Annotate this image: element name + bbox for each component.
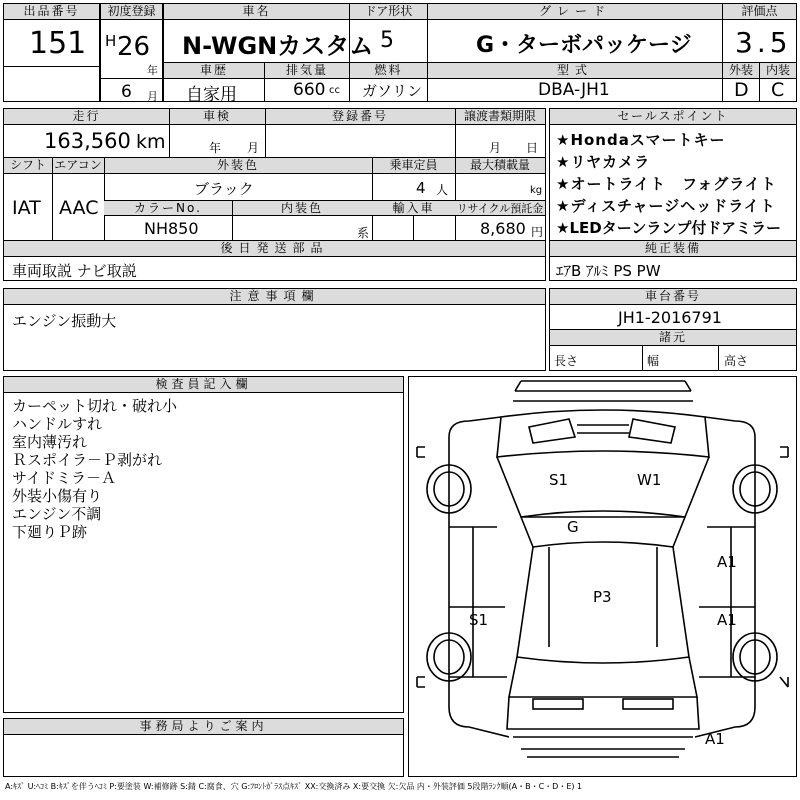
inspector-note: 室内薄汚れ — [12, 433, 88, 451]
fuel: ガソリン — [362, 82, 423, 100]
equipment: ｴｱB ｱﾙﾐ PS PW — [556, 262, 661, 280]
displacement: 660 — [293, 80, 326, 100]
shift: IAT — [12, 197, 41, 219]
chassis-label: 車台番号 — [550, 289, 796, 305]
model-box — [427, 62, 723, 102]
office-label: 事務局よりご案内 — [4, 719, 403, 735]
int-color-label: 内装色 — [232, 201, 372, 216]
chassis-number: JH1-2016791 — [618, 308, 722, 327]
inspector-note: カーペット切れ・破れ小 — [12, 397, 178, 415]
damage-mark: P3 — [593, 588, 612, 606]
history: 自家用 — [186, 85, 237, 105]
inspector-note: エンジン不調 — [12, 505, 102, 523]
transfer-month-unit: 月 — [489, 141, 502, 155]
registration-box — [100, 3, 163, 102]
inspector-note: Ｒスポイラ－Ｐ剥がれ — [12, 451, 163, 469]
length-label: 長さ — [554, 354, 579, 368]
width-label: 幅 — [647, 354, 660, 368]
reg-month: 6 — [121, 82, 132, 102]
car-name-label: 車名 — [164, 4, 349, 20]
car-name: N-WGNカスタム — [182, 32, 374, 60]
damage-mark: W1 — [637, 471, 662, 489]
interior-grade: C — [771, 79, 785, 101]
exterior-grade-box — [722, 62, 760, 102]
lot-number: 151 — [29, 26, 87, 61]
inspector-note: ハンドルすれ — [12, 415, 103, 433]
grade-box — [427, 3, 723, 63]
inspection-label: 車検 — [169, 109, 265, 125]
color-no: NH850 — [144, 219, 199, 238]
displacement-box — [264, 62, 350, 102]
shift-label: シフト — [4, 158, 52, 174]
equipment-box — [549, 240, 797, 281]
capacity-label: 乗車定員 — [372, 158, 455, 174]
exterior-grade: D — [734, 79, 749, 101]
selling-point-item: ★ディスチャージヘッドライト — [556, 197, 776, 215]
dims-label: 諸元 — [550, 330, 796, 346]
damage-mark: G — [567, 518, 579, 536]
plate-label: 登録番号 — [265, 109, 455, 125]
history-box — [163, 62, 265, 105]
selling-point-item: ★リヤカメラ — [556, 153, 651, 171]
damage-mark: S1 — [469, 611, 489, 629]
doors-box — [349, 3, 428, 63]
reg-label: 初度登録 — [101, 4, 162, 20]
interior-label: 内装 — [760, 63, 796, 79]
displacement-unit: cc — [329, 85, 340, 96]
recycle: 8,680 — [480, 219, 526, 238]
inspector-box — [3, 376, 404, 713]
grade: G・ターボパッケージ — [476, 33, 692, 58]
mileage-unit: km — [136, 131, 166, 153]
model: DBA-JH1 — [538, 80, 610, 100]
fuel-label: 燃料 — [350, 63, 427, 79]
score: 3.5 — [735, 26, 792, 59]
interior-grade-box — [759, 62, 797, 102]
capacity: 4 — [416, 179, 426, 197]
load-label: 最大積載量 — [455, 158, 545, 174]
inspector-label: 検査員記入欄 — [4, 377, 403, 393]
transfer-label: 譲渡書類期限 — [455, 109, 545, 125]
ac-label: エアコン — [52, 158, 104, 174]
notes-label: 注意事項欄 — [4, 289, 545, 305]
doors-label: ドア形状 — [350, 4, 427, 20]
legend: A:ｷｽﾞ U:ﾍｺﾐ B:ｷｽﾞを伴うﾍｺﾐ P:要塗装 W:補修跡 S:錆 C:腐食、穴 G:ﾌﾛﾝﾄｶﾞﾗｽ点ｷｽﾞ XX:交換済み X:要交換 欠:欠品 内・外装評価 5段階ﾗﾝｸ順(A・B・C・D・E) 1 — [5, 782, 583, 791]
damage-mark: S1 — [549, 471, 569, 489]
fuel-box — [349, 62, 428, 102]
model-label: 型式 — [428, 63, 722, 79]
car-outline-diagram — [409, 377, 796, 776]
recycle-unit: 円 — [531, 225, 544, 239]
later-parts-label: 後日発送部品 — [4, 241, 545, 257]
office-box — [3, 718, 404, 777]
import-label: 輸入車 — [372, 201, 455, 216]
score-label: 評価点 — [723, 4, 796, 20]
reg-era: H — [105, 32, 117, 50]
doors: 5 — [380, 28, 394, 53]
reg-month-unit: 月 — [147, 90, 158, 103]
selling-point-item: ★オートライト フォグライト — [556, 175, 777, 193]
ext-color: ブラック — [194, 180, 254, 198]
later-parts: 車両取説 ナビ取説 — [12, 262, 137, 280]
lot-box — [3, 3, 100, 102]
notes: エンジン振動大 — [12, 312, 117, 330]
exterior-label: 外装 — [723, 63, 759, 79]
load-unit: kg — [530, 185, 543, 196]
selling-points-box — [549, 108, 797, 241]
chassis-box — [549, 288, 797, 371]
damage-mark: A1 — [717, 553, 737, 571]
selling-point-item: ★Hondaスマートキー — [556, 131, 726, 149]
insp-year-unit: 年 — [209, 141, 222, 155]
int-color-unit: 系 — [357, 226, 370, 240]
displacement-label: 排気量 — [265, 63, 349, 79]
damage-diagram — [408, 376, 797, 777]
transfer-day-unit: 日 — [526, 141, 539, 155]
reg-year: 26 — [117, 32, 151, 62]
height-label: 高さ — [724, 354, 749, 368]
reg-year-unit: 年 — [147, 64, 158, 77]
damage-mark: A1 — [705, 730, 725, 748]
capacity-unit: 人 — [436, 183, 449, 197]
notes-box — [3, 288, 546, 371]
lot-label: 出品番号 — [4, 4, 99, 20]
history-label: 車歴 — [164, 63, 264, 79]
car-name-box — [163, 3, 374, 63]
equipment-label: 純正装備 — [550, 241, 796, 257]
ext-color-label: 外装色 — [104, 158, 372, 174]
selling-points-label: セールスポイント — [550, 109, 796, 125]
insp-month-unit: 月 — [247, 141, 260, 155]
inspector-note: 外装小傷有り — [12, 487, 103, 505]
mileage: 163,560 — [44, 129, 131, 153]
color-no-label: カラーNo. — [104, 201, 232, 216]
ac: AAC — [59, 197, 99, 219]
recycle-label: リサイクル預託金 — [456, 202, 544, 215]
grade-label: グレード — [428, 4, 722, 20]
inspector-note: 下廻りＰ跡 — [12, 523, 88, 541]
damage-mark: A1 — [717, 611, 737, 629]
selling-point-item: ★LEDターンランプ付ドアミラー — [556, 219, 781, 237]
inspector-note: サイドミラ－Ａ — [12, 469, 116, 487]
mileage-label: 走行 — [4, 109, 169, 125]
score-box — [722, 3, 797, 63]
specs-block — [3, 108, 546, 281]
